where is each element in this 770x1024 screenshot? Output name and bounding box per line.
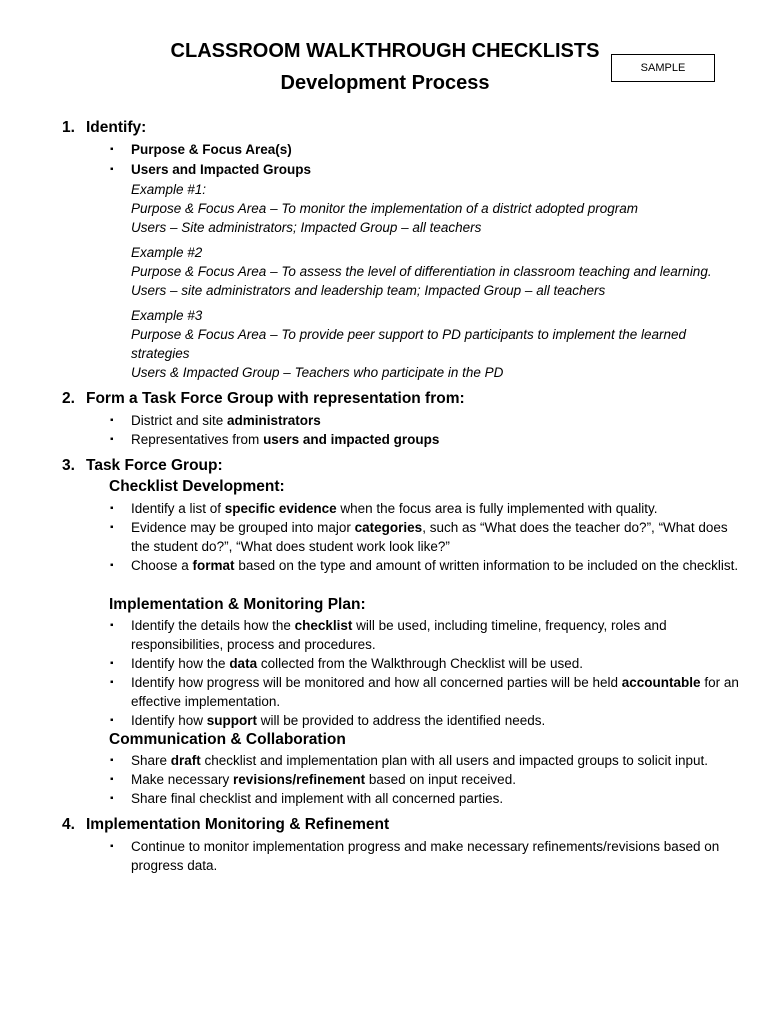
example-label: Example #1:: [131, 182, 207, 197]
list-item: ▪ Choose a format based on the type and amount of written information to be included on the checklist.: [131, 556, 743, 575]
example-line: Purpose & Focus Area – To monitor the implementation of a district adopted program: [131, 201, 639, 216]
list-item: ▪ Identify a list of specific evidence when the focus area is fully implemented with quality.: [131, 499, 743, 518]
example-line: Users – site administrators and leadership team; Impacted Group – all teachers: [131, 283, 606, 298]
example-line: Purpose & Focus Area – To assess the level of differentiation in classroom teaching and learning.: [131, 264, 712, 279]
section-title: Implementation Monitoring & Refinement: [86, 816, 390, 833]
section-1-heading: [62, 119, 146, 137]
list-item: ▪ Share draft checklist and implementation plan with all users and impacted groups to solicit input.: [131, 751, 743, 770]
example-1: [131, 180, 743, 237]
list-item: ▪ Representatives from users and impacted groups: [131, 430, 743, 449]
subsection-heading: Communication & Collaboration: [109, 731, 346, 748]
example-3: [131, 306, 743, 382]
example-line: Users & Impacted Group – Teachers who participate in the PD: [131, 365, 504, 380]
section-3-heading: [62, 457, 223, 475]
list-item: ▪ Users and Impacted Groups: [131, 160, 743, 179]
section-number: 3.: [62, 457, 75, 474]
example-line: Users – Site administrators; Impacted Group – all teachers: [131, 220, 482, 235]
example-label: Example #2: [131, 245, 203, 260]
subsection-heading: Implementation & Monitoring Plan:: [109, 596, 366, 613]
section-2-heading: [62, 390, 465, 408]
section-title: Identify:: [86, 119, 147, 136]
section-title: Form a Task Force Group with representation from:: [86, 390, 465, 407]
document-subtitle: Development Process: [280, 72, 490, 94]
list-item: ▪ District and site administrators: [131, 411, 743, 430]
subsection-heading: Checklist Development:: [109, 478, 285, 495]
section-number: 1.: [62, 119, 75, 136]
sample-stamp: SAMPLE: [611, 54, 715, 82]
section-number: 4.: [62, 816, 75, 833]
example-2: [131, 243, 743, 300]
example-label: Example #3: [131, 308, 203, 323]
section-4-heading: [62, 816, 389, 834]
list-item: ▪ Make necessary revisions/refinement based on input received.: [131, 770, 743, 789]
section-number: 2.: [62, 390, 75, 407]
list-item: ▪ Identify how the data collected from the Walkthrough Checklist will be used.: [131, 654, 743, 673]
section-title: Task Force Group:: [86, 457, 223, 474]
list-item: ▪ Evidence may be grouped into major categories, such as “What does the teacher do?”, “What does the student do?”, “What does student work look like?”: [131, 518, 743, 556]
document-title: CLASSROOM WALKTHROUGH CHECKLISTS: [170, 40, 600, 62]
list-item: ▪ Identify how progress will be monitored and how all concerned parties will be held accountable for an effective implementation.: [131, 673, 743, 711]
example-line: Purpose & Focus Area – To provide peer support to PD participants to implement the learned strategies: [131, 327, 687, 361]
list-item: ▪ Identify the details how the checklist will be used, including timeline, frequency, roles and responsibilities, process and procedures.: [131, 616, 743, 654]
list-item: ▪ Continue to monitor implementation progress and make necessary refinements/revisions based on progress data.: [131, 837, 743, 875]
list-item: ▪ Identify how support will be provided to address the identified needs.: [131, 711, 743, 730]
list-item: ▪ Purpose & Focus Area(s): [131, 140, 743, 159]
list-item: ▪ Share final checklist and implement with all concerned parties.: [131, 789, 743, 808]
